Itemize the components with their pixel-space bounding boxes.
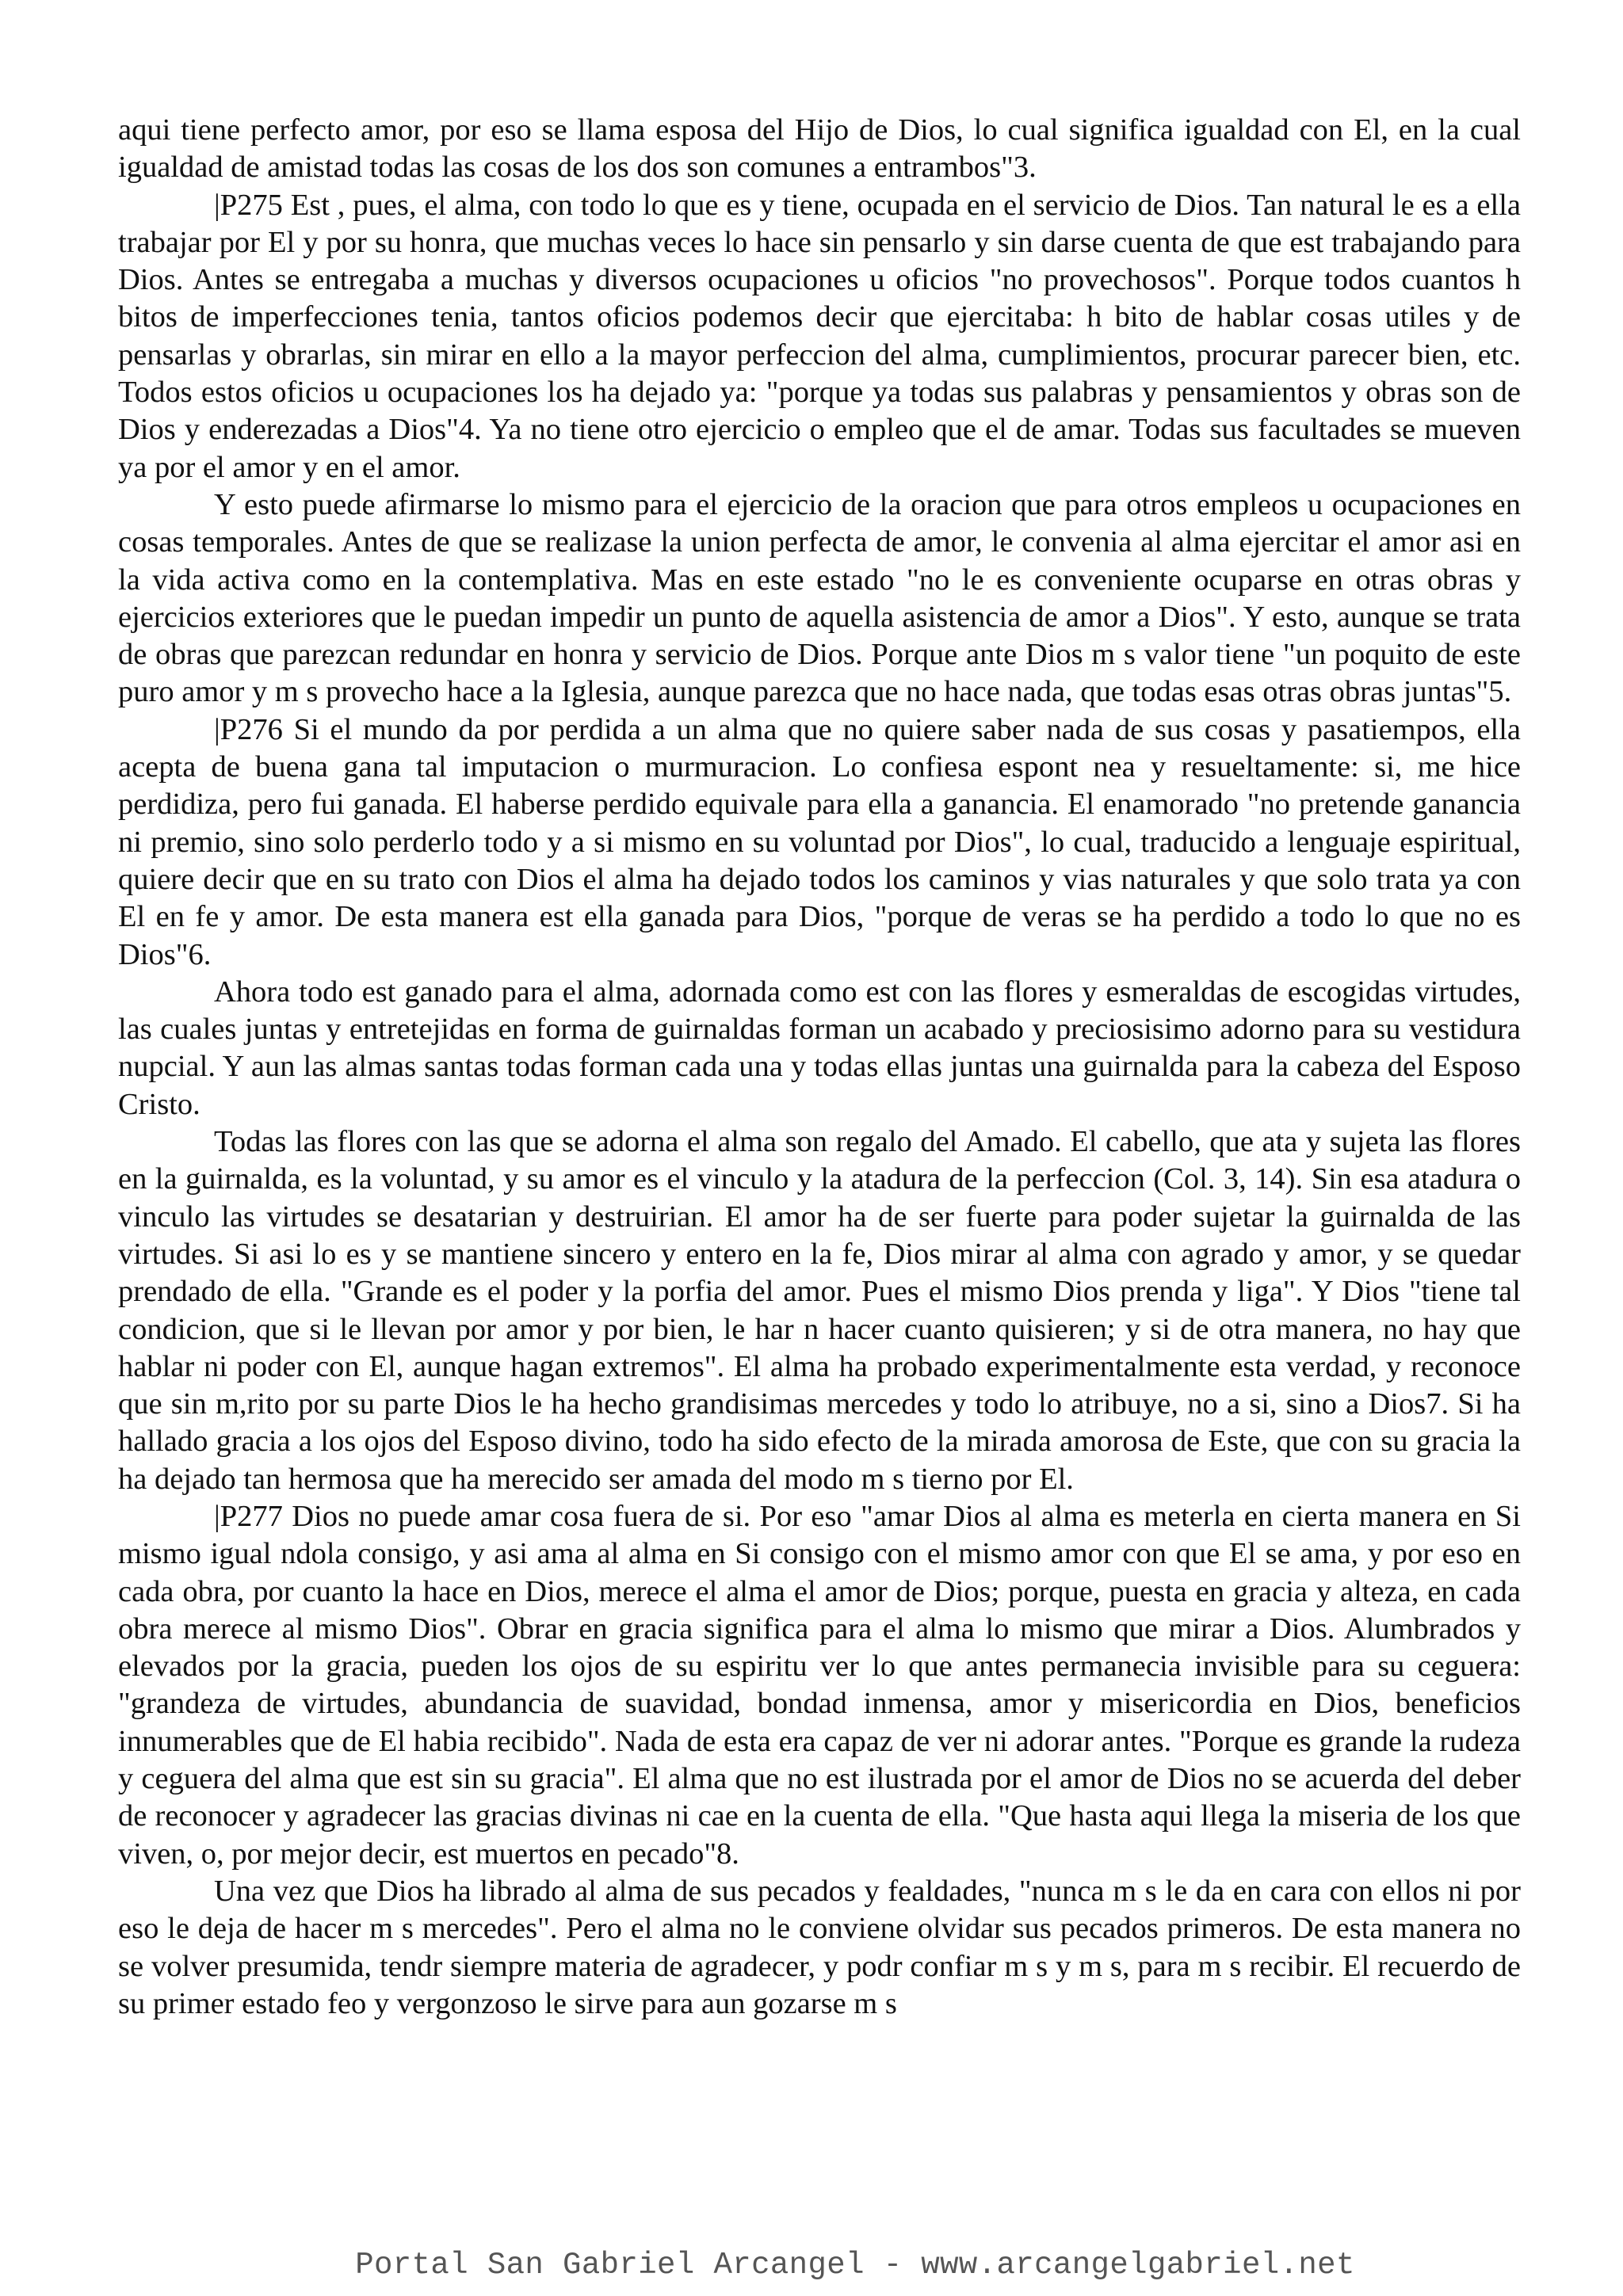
document-body (118, 112, 1521, 2023)
paragraph-2: |P275 Est , pues, el alma, con todo lo que es y tiene, ocupada en el servicio de Dios. Tan natural le es a ella trabajar por El y por su honra, que muchas veces lo hace sin pensarlo y sin darse cuenta de que est trabajando para Dios. Antes se entregaba a muchas y diversos ocupaciones u oficios "no provechosos". Porque todos cuantos h bitos de imperfecciones tenia, tantos oficios podemos decir que ejercitaba: h bito de hablar cosas utiles y de pensarlas y obrarlas, sin mirar en ello a la mayor perfeccion del alma, cumplimientos, procurar parecer bien, etc. Todos estos oficios u ocupaciones los ha dejado ya: "porque ya todas sus palabras y pensamientos y obras son de Dios y enderezadas a Dios"4. Ya no tiene otro ejercicio o empleo que el de amar. Todas sus facultades se mueven ya por el amor y en el amor. (118, 188, 1521, 484)
paragraph-6: Todas las flores con las que se adorna el alma son regalo del Amado. El cabello, que ata y sujeta las flores en la guirnalda, es la voluntad, y su amor es el vinculo y la atadura de la perfeccion (Col. 3, 14). Sin esa atadura o vinculo las virtudes se desatarian y destruirian. El amor ha de ser fuerte para poder sujetar la guirnalda de las virtudes. Si asi lo es y se mantiene sincero y entero en la fe, Dios mirar al alma con agrado y amor, y se quedar prendado de ella. "Grande es el poder y la porfia del amor. Pues el mismo Dios prenda y liga". Y Dios "tiene tal condicion, que si le llevan por amor y por bien, le har n hacer cuanto quisieren; y si de otra manera, no hay que hablar ni poder con El, aunque hagan extremos". El alma ha probado experimentalmente esta verdad, y reconoce que sin m,rito por su parte Dios le ha hecho grandisimas mercedes y todo lo atribuye, no a si, sino a Dios7. Si ha hallado gracia a los ojos del Esposo divino, todo ha sido efecto de la mirada amorosa de Este, que con su gracia la ha dejado tan hermosa que ha merecido ser amada del modo m s tierno por El. (118, 1125, 1521, 1496)
paragraph-4: |P276 Si el mundo da por perdida a un alma que no quiere saber nada de sus cosas y pasatiempos, ella acepta de buena gana tal imputacion o murmuracion. Lo confiesa espont nea y resueltamente: si, me hice perdidiza, pero fui ganada. El haberse perdido equivale para ella a ganancia. El enamorado "no pretende ganancia ni premio, sino solo perderlo todo y a si mismo en su voluntad por Dios", lo cual, traducido a lenguaje espiritual, quiere decir que en su trato con Dios el alma ha dejado todos los caminos y vias naturales y que solo trata ya con El en fe y amor. De esta manera est ella ganada para Dios, "porque de veras se ha perdido a todo lo que no es Dios"6. (118, 712, 1521, 971)
paragraph-5: Ahora todo est ganado para el alma, adornada como est con las flores y esmeraldas de escogidas virtudes, las cuales juntas y entretejidas en forma de guirnaldas forman un acabado y preciosisimo adorno para su vestidura nupcial. Y aun las almas santas todas forman cada una y todas ellas juntas una guirnalda para la cabeza del Esposo Cristo. (118, 974, 1521, 1121)
paragraph-1: aqui tiene perfecto amor, por eso se llama esposa del Hijo de Dios, lo cual significa igualdad con El, en la cual igualdad de amistad todas las cosas de los dos son comunes a entrambos"3. (118, 113, 1521, 185)
paragraph-3: Y esto puede afirmarse lo mismo para el ejercicio de la oracion que para otros empleos u ocupaciones en cosas temporales. Antes de que se realizase la union perfecta de amor, le convenia al alma ejercitar el amor asi en la vida activa como en la contemplativa. Mas en este estado "no le es conveniente ocuparse en otras obras y ejercicios exteriores que le puedan impedir un punto de aquella asistencia de amor a Dios". Y esto, aunque se trata de obras que parezcan redundar en honra y servicio de Dios. Porque ante Dios m s valor tiene "un poquito de este puro amor y m s provecho hace a la Iglesia, aunque parezca que no hace nada, que todas esas otras obras juntas"5. (118, 487, 1521, 709)
paragraph-8: Una vez que Dios ha librado al alma de sus pecados y fealdades, "nunca m s le da en cara con ellos ni por eso le deja de hacer m s mercedes". Pero el alma no le conviene olvidar sus pecados primeros. De esta manera no se volver presumida, tendr siempre materia de agradecer, y podr confiar m s y m s, para m s recibir. El recuerdo de su primer estado feo y vergonzoso le sirve para aun gozarse m s (118, 1874, 1521, 2020)
paragraph-7: |P277 Dios no puede amar cosa fuera de si. Por eso "amar Dios al alma es meterla en cierta manera en Si mismo igual ndola consigo, y asi ama al alma en Si consigo con el mismo amor con que El se ama, y por eso en cada obra, por cuanto la hace en Dios, merece el alma el amor de Dios; porque, puesta en gracia y alteza, en cada obra merece al mismo Dios". Obrar en gracia significa para el alma lo mismo que mirar a Dios. Alumbrados y elevados por la gracia, pueden los ojos de su espiritu ver lo que antes permanecia invisible para su ceguera: "grandeza de virtudes, abundancia de suavidad, bondad inmensa, amor y misericordia en Dios, beneficios innumerables que de El habia recibido". Nada de esta era capaz de ver ni adorar antes. "Porque es grande la rudeza y ceguera del alma que est sin su gracia". El alma que no est ilustrada por el amor de Dios no se acuerda del deber de reconocer y agradecer las gracias divinas ni cae en la cuenta de ella. "Que hasta aqui llega la miseria de los que viven, o, por mejor decir, est muertos en pecado"8. (118, 1499, 1521, 1871)
page-footer: Portal San Gabriel Arcangel - www.arcangelgabriel.net (355, 2248, 1355, 2283)
